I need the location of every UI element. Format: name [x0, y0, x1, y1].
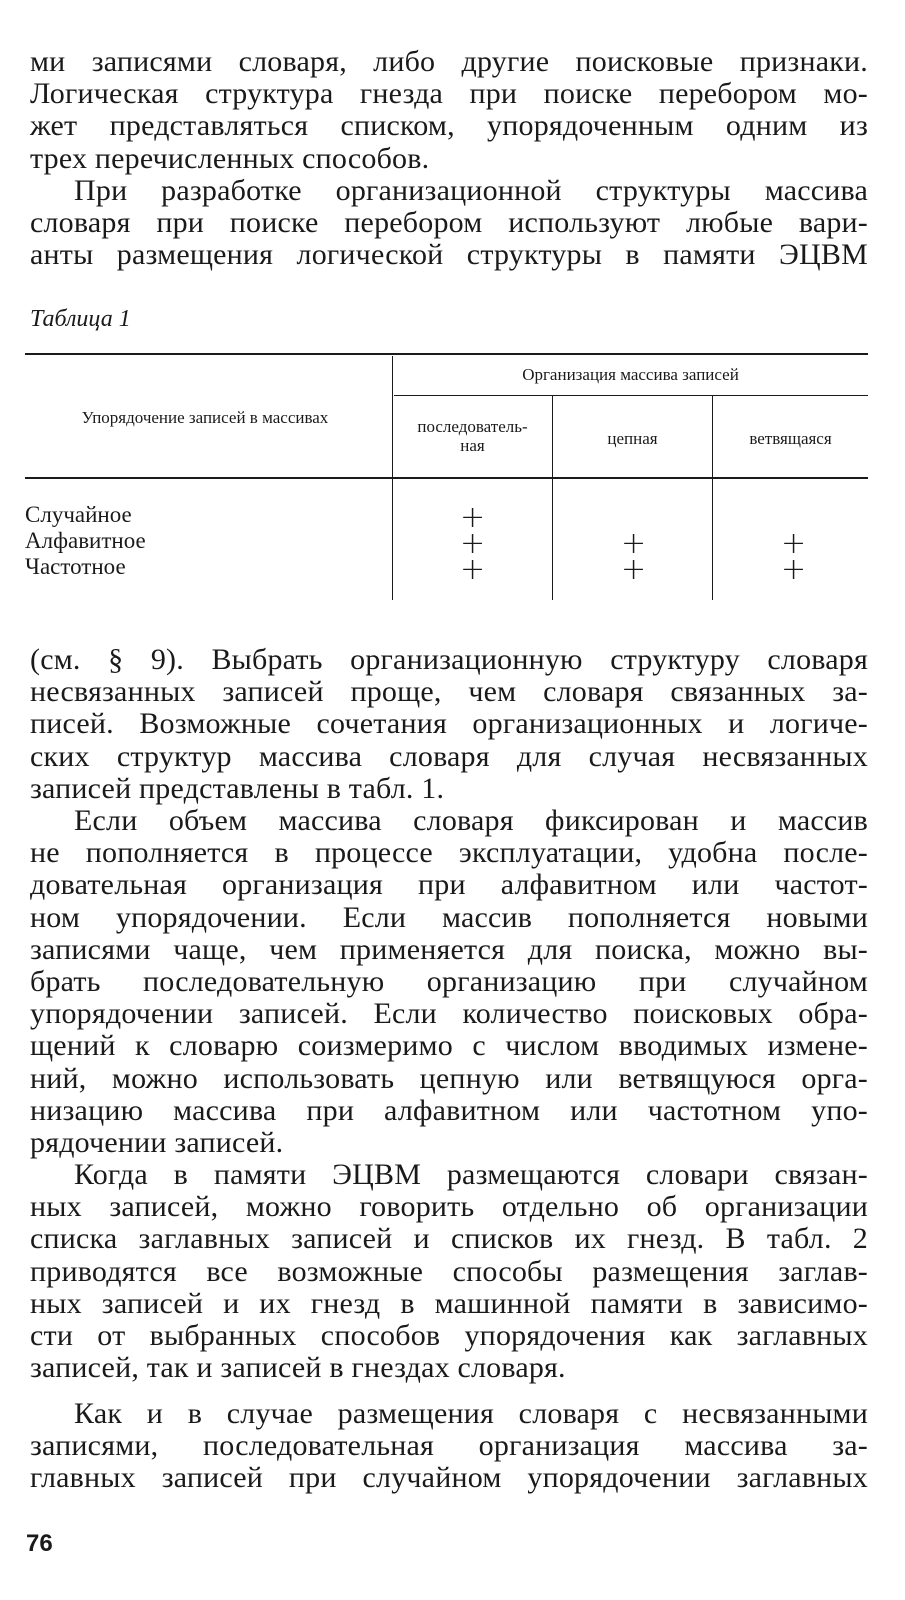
text-line: ных записей, можно говорить отдельно об организации: [30, 1190, 868, 1224]
text-line: (см. § 9). Выбрать организационную структуру словаря: [30, 643, 868, 676]
paragraph-2: [30, 175, 868, 272]
group-header: Организация массива записей: [522, 365, 739, 384]
row-label-random: Случайное: [25, 502, 132, 527]
table-top-rule: [25, 353, 868, 355]
text-line: щений к словарю соизмеримо с числом вводимых измене-: [30, 1029, 868, 1063]
text-line: ном упорядочении. Если массив пополняется новыми: [30, 900, 868, 934]
row-header: Упорядочение записей в массивах: [81, 408, 329, 427]
text-line: низацию массива при алфавитном или частотном упо-: [30, 1093, 868, 1127]
text-line: упорядочении записей. Если количество поисковых обра-: [30, 997, 868, 1031]
text-line: приводятся все возможные способы размещения заглав-: [30, 1254, 868, 1288]
text-line: Когда в памяти ЭЦВМ размещаются словари связан-: [74, 1158, 868, 1191]
table-col-divider: [392, 356, 393, 600]
table-col-divider: [552, 396, 553, 600]
text-line: довательная организация при алфавитном или частот-: [30, 868, 868, 902]
text-line: записями, последовательная организация массива за-: [30, 1429, 868, 1463]
paragraph-5: [30, 1159, 868, 1384]
text-line: Если объем массива словаря фиксирован и массив: [74, 804, 868, 837]
column-header-sequential: [393, 417, 552, 455]
paragraph-4: [30, 805, 868, 1159]
table-group-rule: [394, 395, 868, 396]
text-line: несвязанных записей проще, чем словаря связанных за-: [30, 675, 868, 709]
text-line: записями чаще, чем применяется для поиска, можно вы-: [30, 932, 868, 966]
text-line: ских структур массива словаря для случая несвязанных: [30, 739, 868, 773]
text-line: трех перечисленных способов.: [30, 141, 430, 175]
text-line: ных записей и их гнезд в машинной памяти в зависимо-: [30, 1286, 868, 1320]
table-cell: +: [621, 552, 647, 587]
table-cell: +: [460, 500, 486, 535]
text-line: записей, так и записей в гнездах словаря.: [30, 1351, 566, 1385]
text-line: ний, можно использовать цепную или ветвящуюся орга-: [30, 1061, 868, 1095]
page-number: 76: [26, 1530, 53, 1557]
text-line: жет представляться списком, упорядоченным одним из: [30, 109, 868, 143]
row-label-frequency: Частотное: [25, 554, 126, 579]
text-line: списка заглавных записей и списков их гнезд. В табл. 2: [30, 1222, 868, 1256]
table-cell: +: [621, 526, 647, 561]
text-line: не пополняется в процессе эксплуатации, удобна после-: [30, 836, 868, 870]
text-line: При разработке организационной структуры массива: [74, 174, 868, 207]
text-line: рядочении записей.: [30, 1126, 284, 1160]
text-line: словаря при поиске перебором используют любые вари-: [30, 206, 868, 240]
text-line: записей представлены в табл. 1.: [30, 771, 445, 805]
table-1: [25, 353, 868, 603]
text-line: брать последовательную организацию при случайном: [30, 965, 868, 999]
text-line: ми записями словаря, либо другие поисковые признаки.: [30, 45, 868, 78]
table-header-rule: [25, 477, 868, 479]
table-cell: +: [781, 526, 807, 561]
text-line: Логическая структура гнезда при поиске перебором мо-: [30, 77, 868, 111]
table-col-divider: [712, 396, 713, 600]
paragraph-6: [30, 1398, 868, 1495]
column-header-line: последователь-: [417, 417, 528, 436]
table-caption: Таблица 1: [30, 306, 131, 332]
text-line: главных записей при случайном упорядочении заглавных: [30, 1461, 868, 1495]
text-line: сти от выбранных способов упорядочения как заглавных: [30, 1319, 868, 1353]
paragraph-3: [30, 644, 868, 805]
table-cell: +: [460, 552, 486, 587]
row-label-alphabetic: Алфавитное: [25, 528, 146, 553]
table-cell: +: [781, 552, 807, 587]
column-header-line: ная: [460, 436, 485, 455]
text-line: Как и в случае размещения словаря с несвязанными: [74, 1397, 868, 1430]
table-cell: +: [460, 526, 486, 561]
paragraph-1: [30, 46, 868, 175]
text-line: писей. Возможные сочетания организационных и логиче-: [30, 707, 868, 741]
text-line: анты размещения логической структуры в памяти ЭЦВМ: [30, 238, 868, 272]
column-header-chain: цепная: [607, 429, 658, 448]
column-header-branching: ветвящаяся: [749, 429, 832, 448]
